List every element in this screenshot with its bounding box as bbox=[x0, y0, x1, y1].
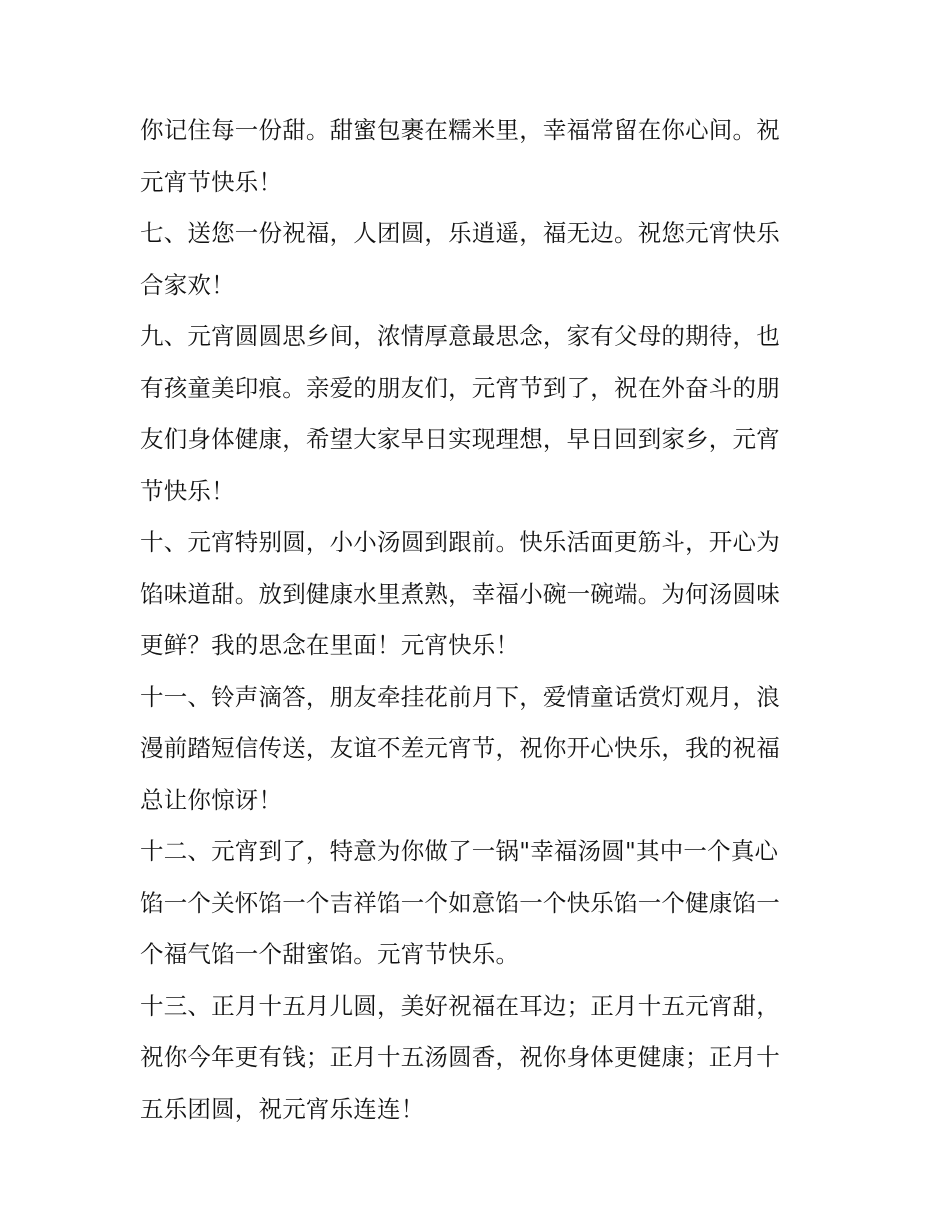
paragraph-11 bbox=[140, 672, 815, 827]
text-line: 友们身体健康，希望大家早日实现理想，早日回到家乡，元宵 bbox=[140, 425, 780, 453]
text-line: 九、元宵圆圆思乡间，浓情厚意最思念，家有父母的期待，也 bbox=[140, 322, 780, 350]
text-line: 有孩童美印痕。亲爱的朋友们，元宵节到了，祝在外奋斗的朋 bbox=[140, 373, 780, 402]
text-line: 馅味道甜。放到健康水里煮熟，幸福小碗一碗端。为何汤圆味 bbox=[140, 579, 780, 608]
text-line: 十三、正月十五月儿圆，美好祝福在耳边；正月十五元宵甜， bbox=[140, 991, 780, 1020]
text-line: 更鲜？我的思念在里面！元宵快乐！ bbox=[140, 631, 520, 659]
text-line: 十、元宵特别圆，小小汤圆到跟前。快乐活面更筋斗，开心为 bbox=[140, 528, 780, 556]
text-line: 祝你今年更有钱；正月十五汤圆香，祝你身体更健康；正月十 bbox=[140, 1043, 780, 1071]
paragraph-7 bbox=[140, 208, 815, 311]
text-line: 你记住每一份甜。甜蜜包裹在糯米里，幸福常留在你心间。祝 bbox=[140, 116, 780, 144]
text-line: 节快乐！ bbox=[140, 476, 235, 505]
body-text bbox=[140, 105, 815, 1135]
text-line: 五乐团圆，祝元宵乐连连！ bbox=[140, 1094, 425, 1123]
paragraph-9 bbox=[140, 311, 815, 517]
text-line: 元宵节快乐！ bbox=[140, 167, 283, 196]
text-line: 十二、元宵到了，特意为你做了一锅"幸福汤圆"其中一个真心 bbox=[140, 837, 779, 865]
text-line: 合家欢！ bbox=[140, 270, 235, 299]
paragraph-continuation bbox=[140, 105, 815, 208]
paragraph-12 bbox=[140, 826, 815, 981]
text-line: 馅一个关怀馅一个吉祥馅一个如意馅一个快乐馅一个健康馅一 bbox=[140, 888, 780, 917]
text-line: 七、送您一份祝福，人团圆，乐逍遥，福无边。祝您元宵快乐 bbox=[140, 219, 780, 247]
paragraph-13 bbox=[140, 981, 815, 1136]
text-line: 十一、铃声滴答，朋友牵挂花前月下，爱情童话赏灯观月，浪 bbox=[140, 682, 780, 711]
text-line: 个福气馅一个甜蜜馅。元宵节快乐。 bbox=[140, 940, 520, 968]
paragraph-10 bbox=[140, 517, 815, 672]
text-line: 漫前踏短信传送，友谊不差元宵节，祝你开心快乐，我的祝福 bbox=[140, 734, 780, 762]
text-line: 总让你惊讶！ bbox=[140, 785, 283, 814]
